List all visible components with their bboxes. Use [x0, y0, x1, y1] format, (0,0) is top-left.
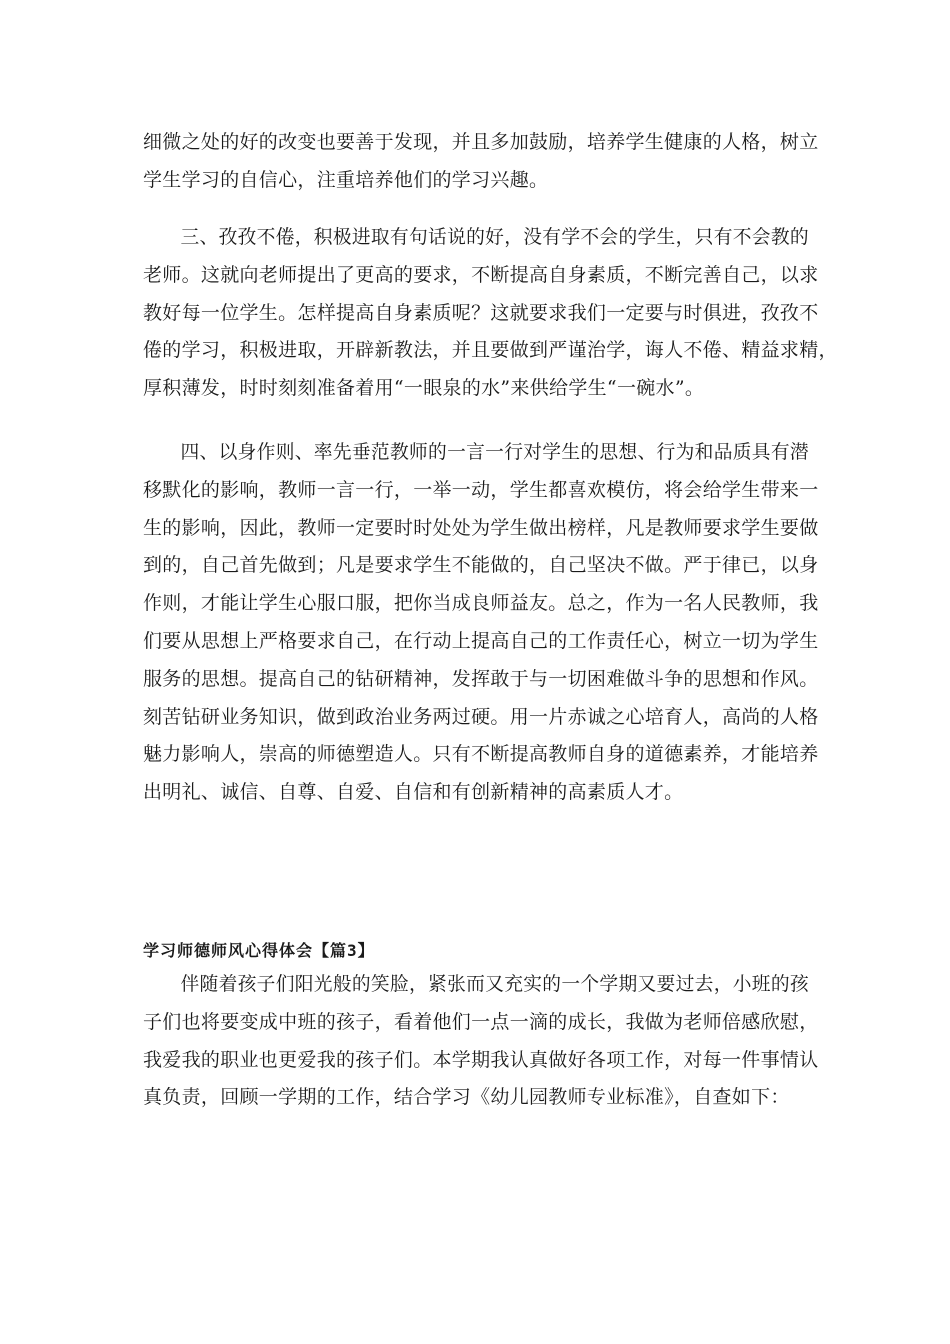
text-line: 四、以身作则、率先垂范教师的一言一行对学生的思想、行为和品质具有潜: [180, 441, 809, 463]
text-line: 真负责，回顾一学期的工作，结合学习《幼儿园教师专业标准》，自查如下：: [143, 1086, 790, 1109]
text-line: 作则，才能让学生心服口服，把你当成良师益友。总之，作为一名人民教师，我: [143, 592, 819, 615]
text-line: 倦的学习，积极进取，开辟新教法，并且要做到严谨治学，诲人不倦、精益求精，: [143, 339, 838, 362]
text-line: 移默化的影响，教师一言一行，一举一动，学生都喜欢模仿，将会给学生带来一: [143, 478, 819, 501]
text-line: 们要从思想上严格要求自己，在行动上提高自己的工作责任心，树立一切为学生: [143, 629, 819, 652]
text-line: 老师。这就向老师提出了更高的要求，不断提高自身素质，不断完善自己，以求: [143, 263, 819, 286]
text-line: 我爱我的职业也更爱我的孩子们。本学期我认真做好各项工作，对每一件事情认: [143, 1048, 819, 1071]
text-line: 服务的思想。提高自己的钻研精神，发挥敢于与一切困难做斗争的思想和作风。: [143, 667, 819, 690]
text-line: 伴随着孩子们阳光般的笑脸，紧张而又充实的一个学期又要过去，小班的孩: [180, 973, 809, 995]
paragraph-point-four: [143, 434, 819, 812]
text-line: 厚积薄发，时时刻刻准备着用“一眼泉的水”来供给学生“一碗水”。: [143, 377, 705, 400]
paragraph-intro-continuation: [143, 124, 819, 200]
text-line: 出明礼、诚信、自尊、自爱、自信和有创新精神的高素质人才。: [143, 781, 684, 804]
section-heading: 学习师德师风心得体会【篇3】: [143, 941, 375, 960]
text-line: 魅力影响人，崇高的师德塑造人。只有不断提高教师自身的道德素养，才能培养: [143, 743, 819, 766]
text-line: 细微之处的好的改变也要善于发现，并且多加鼓励，培养学生健康的人格，树立: [143, 131, 819, 153]
text-line: 刻苦钻研业务知识，做到政治业务两过硬。用一片赤诚之心培育人，高尚的人格: [143, 705, 819, 728]
paragraph-point-three: [143, 219, 838, 408]
text-line: 到的，自己首先做到；凡是要求学生不能做的，自己坚决不做。严于律已，以身: [143, 554, 819, 577]
text-line: 子们也将要变成中班的孩子，看着他们一点一滴的成长，我做为老师倍感欣慰，: [143, 1010, 819, 1033]
text-line: 三、孜孜不倦，积极进取有句话说的好，没有学不会的学生，只有不会教的: [180, 226, 809, 248]
text-line: 学生学习的自信心，注重培养他们的学习兴趣。: [143, 168, 549, 191]
text-line: 生的影响，因此，教师一定要时时处处为学生做出榜样，凡是教师要求学生要做: [143, 516, 819, 539]
paragraph-section-three-intro: [143, 966, 819, 1117]
text-line: 教好每一位学生。怎样提高自身素质呢？这就要求我们一定要与时俱进，孜孜不: [143, 301, 819, 324]
